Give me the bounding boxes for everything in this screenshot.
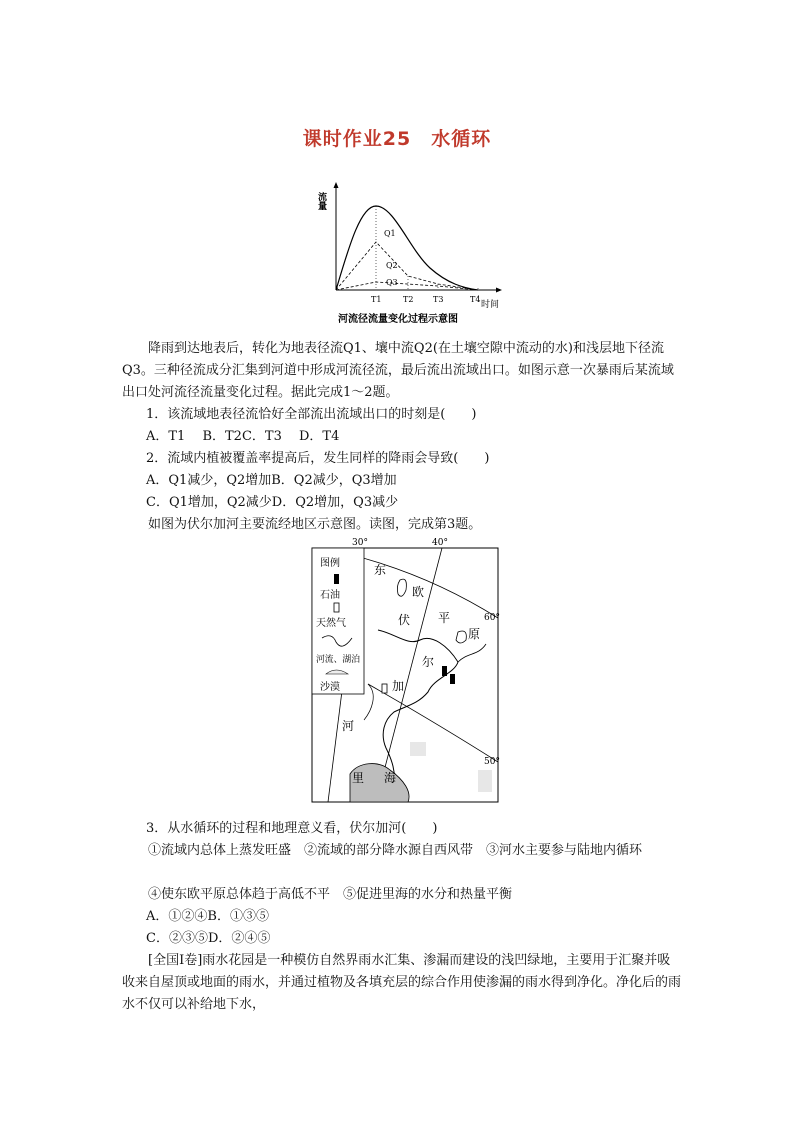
figure-caption: 河流径流量变化过程示意图 <box>338 314 458 325</box>
lon-label-40: 40° <box>432 538 448 548</box>
lat-label-60: 60° <box>484 613 500 623</box>
oil-icon-2 <box>450 674 455 684</box>
curve-label-q2: Q2 <box>386 261 398 270</box>
tick-label-t4: T4 <box>470 295 481 304</box>
question-3-line-2: ④使东欧平原总体趋于高低不平 ⑤促进里海的水分和热量平衡 <box>148 887 513 902</box>
river-char-3: 加 <box>392 679 405 693</box>
sea-char-2: 海 <box>384 771 397 785</box>
legend-title: 图例 <box>320 558 340 569</box>
lon-label-30: 30° <box>352 538 368 548</box>
intro-paragraph-1: 降雨到达地表后，转化为地表径流Q1、壤中流Q2(在土壤空隙中流动的水)和浅层地下径流Q3。三种径流成分汇集到河道中形成河流径流，最后流出流域出口。如图示意一次暴雨后某流域出口处河流径流量变化过程。据此完成1～2题。 <box>122 341 674 400</box>
curve-label-q3: Q3 <box>386 278 398 287</box>
legend-oil-icon <box>334 574 339 584</box>
total-flow-curve <box>336 206 478 290</box>
river-char-1: 伏 <box>398 613 411 627</box>
volga-map <box>308 534 504 804</box>
question-3-line-1: ①流域内总体上蒸发旺盛 ②流域的部分降水源自西风带 ③河水主要参与陆地内循环 <box>148 843 643 858</box>
q2-boundary-line <box>336 282 478 290</box>
legend-item-desert: 沙漠 <box>320 682 340 693</box>
oil-icon-1 <box>442 666 447 676</box>
question-3-options-cd: C．②③⑤D．②④⑤ <box>146 931 271 946</box>
legend-item-water: 河流、湖泊 <box>316 655 362 665</box>
region-char-1: 东 <box>374 563 387 577</box>
question-3-options-ab: A．①②④B．①③⑤ <box>146 909 269 924</box>
region-char-4: 原 <box>468 627 481 641</box>
river-char-4: 河 <box>342 719 355 733</box>
desert-area-1 <box>410 742 426 756</box>
question-3-stem: 3．从水循环的过程和地理意义看，伏尔加河( ) <box>146 821 438 836</box>
desert-area-2 <box>478 770 492 792</box>
runoff-hydrograph <box>318 180 518 330</box>
lat-label-50: 50° <box>484 757 500 767</box>
region-char-3: 平 <box>438 611 451 625</box>
intro-paragraph-2: 如图为伏尔加河主要流经地区示意图。读图，完成第3题。 <box>148 517 482 532</box>
legend-item-oil: 石油 <box>320 590 340 601</box>
intro-paragraph-3: [全国Ⅰ卷]雨水花园是一种模仿自然界雨水汇集、渗漏而建设的浅凹绿地，主要用于汇聚并吸收来自屋顶或地面的雨水，并通过植物及各填充层的综合作用使渗漏的雨水得到净化。净化后的雨水不仅可以补给地下水， <box>122 953 682 1012</box>
page-title: 课时作业25 水循环 <box>302 128 492 150</box>
curve-label-q1: Q1 <box>384 229 396 238</box>
y-axis-arrow <box>334 182 339 188</box>
question-2-options-ab: A．Q1减少，Q2增加B．Q2减少，Q3增加 <box>146 473 397 488</box>
sea-char-1: 里 <box>352 771 365 785</box>
gas-icon-map <box>382 684 387 693</box>
question-1-options: A．T1 B．T2C．T3 D．T4 <box>146 429 340 444</box>
x-axis-arrow <box>496 288 502 293</box>
x-axis-label: 时间 <box>481 300 500 310</box>
q1-boundary-line <box>336 242 478 290</box>
question-2-options-cd: C．Q1增加，Q2减少D．Q2增加，Q3减少 <box>146 495 399 510</box>
tick-label-t1: T1 <box>371 295 382 304</box>
tick-label-t3: T3 <box>433 295 444 304</box>
region-char-2: 欧 <box>412 585 425 599</box>
legend-gas-icon <box>334 603 339 612</box>
lake-onega <box>456 631 466 643</box>
y-axis-label: 流量 <box>316 192 326 210</box>
question-1-stem: 1．该流域地表径流恰好全部流出流域出口的时刻是( ) <box>146 407 477 422</box>
tick-label-t2: T2 <box>403 295 414 304</box>
legend-item-gas: 天然气 <box>316 618 346 629</box>
river-char-2: 尔 <box>422 655 435 669</box>
question-2-stem: 2．流域内植被覆盖率提高后，发生同样的降雨会导致( ) <box>146 451 490 466</box>
